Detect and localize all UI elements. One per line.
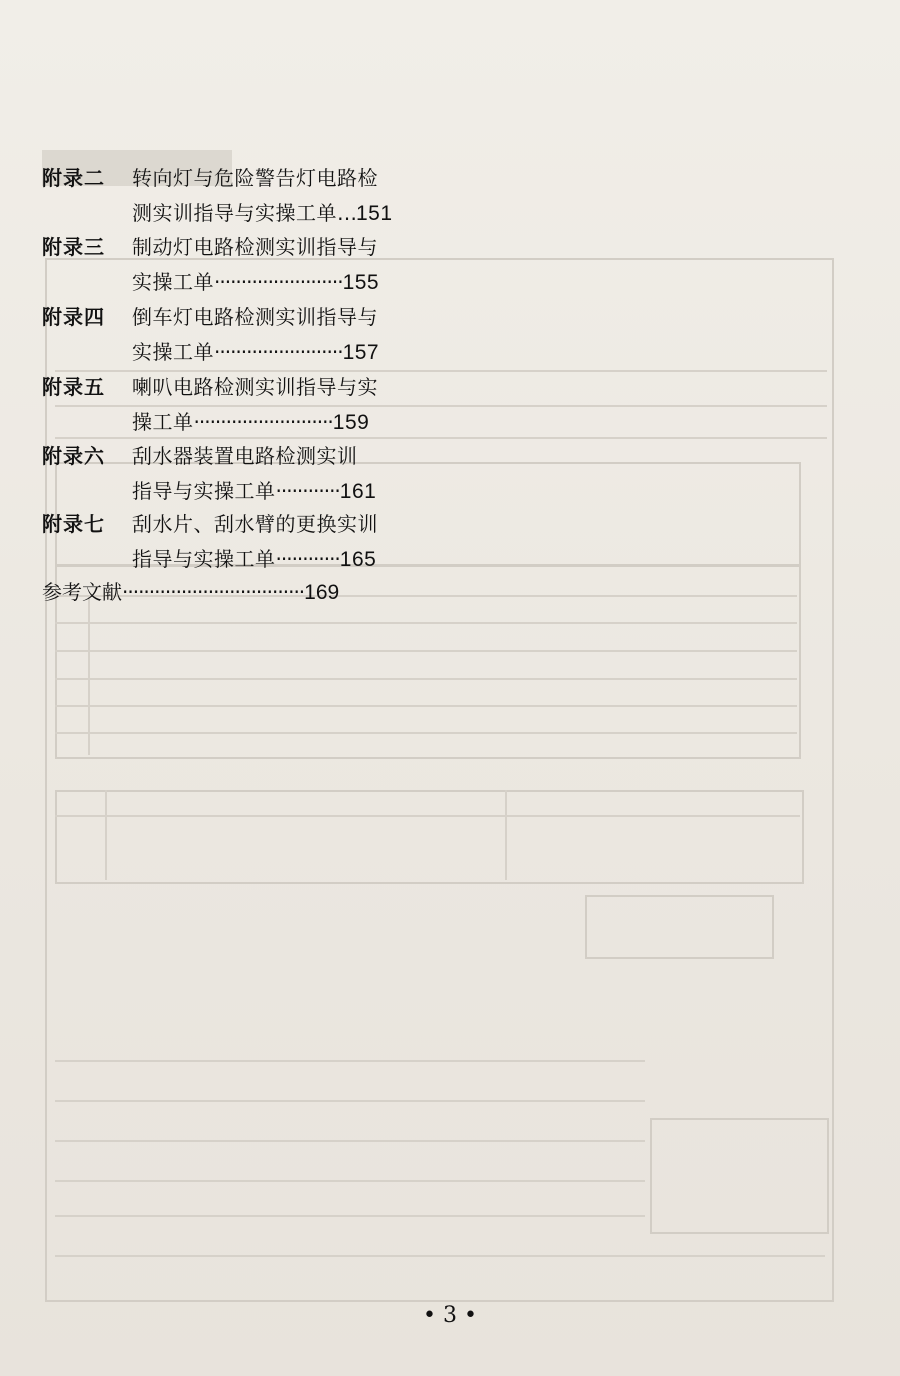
toc-entry-title-line1: 刮水器装置电路检测实训 [132, 444, 358, 468]
toc-page-number: 157 [342, 341, 380, 364]
toc-entry-title-line2 [132, 475, 376, 504]
toc-entry-label: 附录五 [42, 375, 105, 399]
toc-entry-title: 指导与实操工单 [132, 547, 276, 571]
page-number: • 3 • [423, 1303, 477, 1328]
toc-leader-dots: … [337, 201, 356, 225]
toc-entry-title-line1: 转向灯与危险警告灯电路检 [132, 166, 378, 190]
ghost-line [55, 1140, 645, 1142]
toc-page-number: 159 [332, 411, 370, 434]
ghost-line [55, 650, 797, 652]
ghost-signature-box [650, 1118, 829, 1234]
ghost-line [55, 678, 797, 680]
toc-entry-title: 实操工单 [132, 340, 214, 364]
toc-entry-references[interactable] [42, 576, 339, 605]
toc-entry-label: 附录四 [42, 305, 105, 329]
toc-entry-title: 实操工单 [132, 270, 214, 294]
ghost-line [55, 1180, 645, 1182]
toc-page-number: 165 [339, 548, 377, 571]
ghost-line [88, 595, 90, 755]
toc-entry-label: 附录七 [42, 512, 105, 536]
toc-entry-label: 附录三 [42, 235, 105, 259]
ghost-car-diagram [585, 895, 774, 959]
ghost-line [55, 622, 797, 624]
toc-entry-title-line1: 刮水片、刮水臂的更换实训 [132, 512, 378, 536]
ghost-line [505, 790, 507, 880]
toc-entry-title-line2 [132, 406, 369, 435]
toc-entry-title-line2 [132, 197, 393, 226]
ghost-line [55, 1215, 645, 1217]
toc-leader-dots: ············ [275, 479, 340, 503]
ghost-line [55, 815, 800, 817]
toc-leader-dots: ·································· [122, 580, 305, 604]
ghost-table [55, 790, 804, 884]
toc-entry-title-line1: 倒车灯电路检测实训指导与 [132, 305, 378, 329]
ghost-line [105, 790, 107, 880]
toc-page-number: 169 [304, 581, 340, 604]
toc-entry-label: 附录二 [42, 166, 105, 190]
toc-entry-title: 操工单 [132, 410, 194, 434]
ghost-line [55, 437, 827, 439]
ghost-line [55, 732, 797, 734]
ghost-line [55, 1255, 825, 1257]
toc-entry-title: 测实训指导与实操工单 [132, 201, 337, 225]
ghost-line [55, 1060, 645, 1062]
toc-entry-label: 参考文献 [42, 580, 122, 604]
ghost-line [55, 1100, 645, 1102]
toc-entry-label: 附录六 [42, 444, 105, 468]
toc-leader-dots: ············ [275, 547, 340, 571]
toc-leader-dots: ························ [214, 340, 343, 364]
toc-page-number: 155 [342, 271, 380, 294]
toc-entry-title-line2 [132, 336, 379, 365]
toc-leader-dots: ························ [214, 270, 343, 294]
toc-leader-dots: ·························· [193, 410, 333, 434]
toc-page-number: 161 [339, 480, 377, 503]
toc-page-number: 151 [356, 202, 393, 225]
toc-entry-title-line2 [132, 543, 376, 572]
toc-entry-title: 指导与实操工单 [132, 479, 276, 503]
toc-entry-title-line2 [132, 266, 379, 295]
toc-entry-title-line1: 喇叭电路检测实训指导与实 [132, 375, 378, 399]
toc-entry-title-line1: 制动灯电路检测实训指导与 [132, 235, 378, 259]
ghost-line [55, 705, 797, 707]
